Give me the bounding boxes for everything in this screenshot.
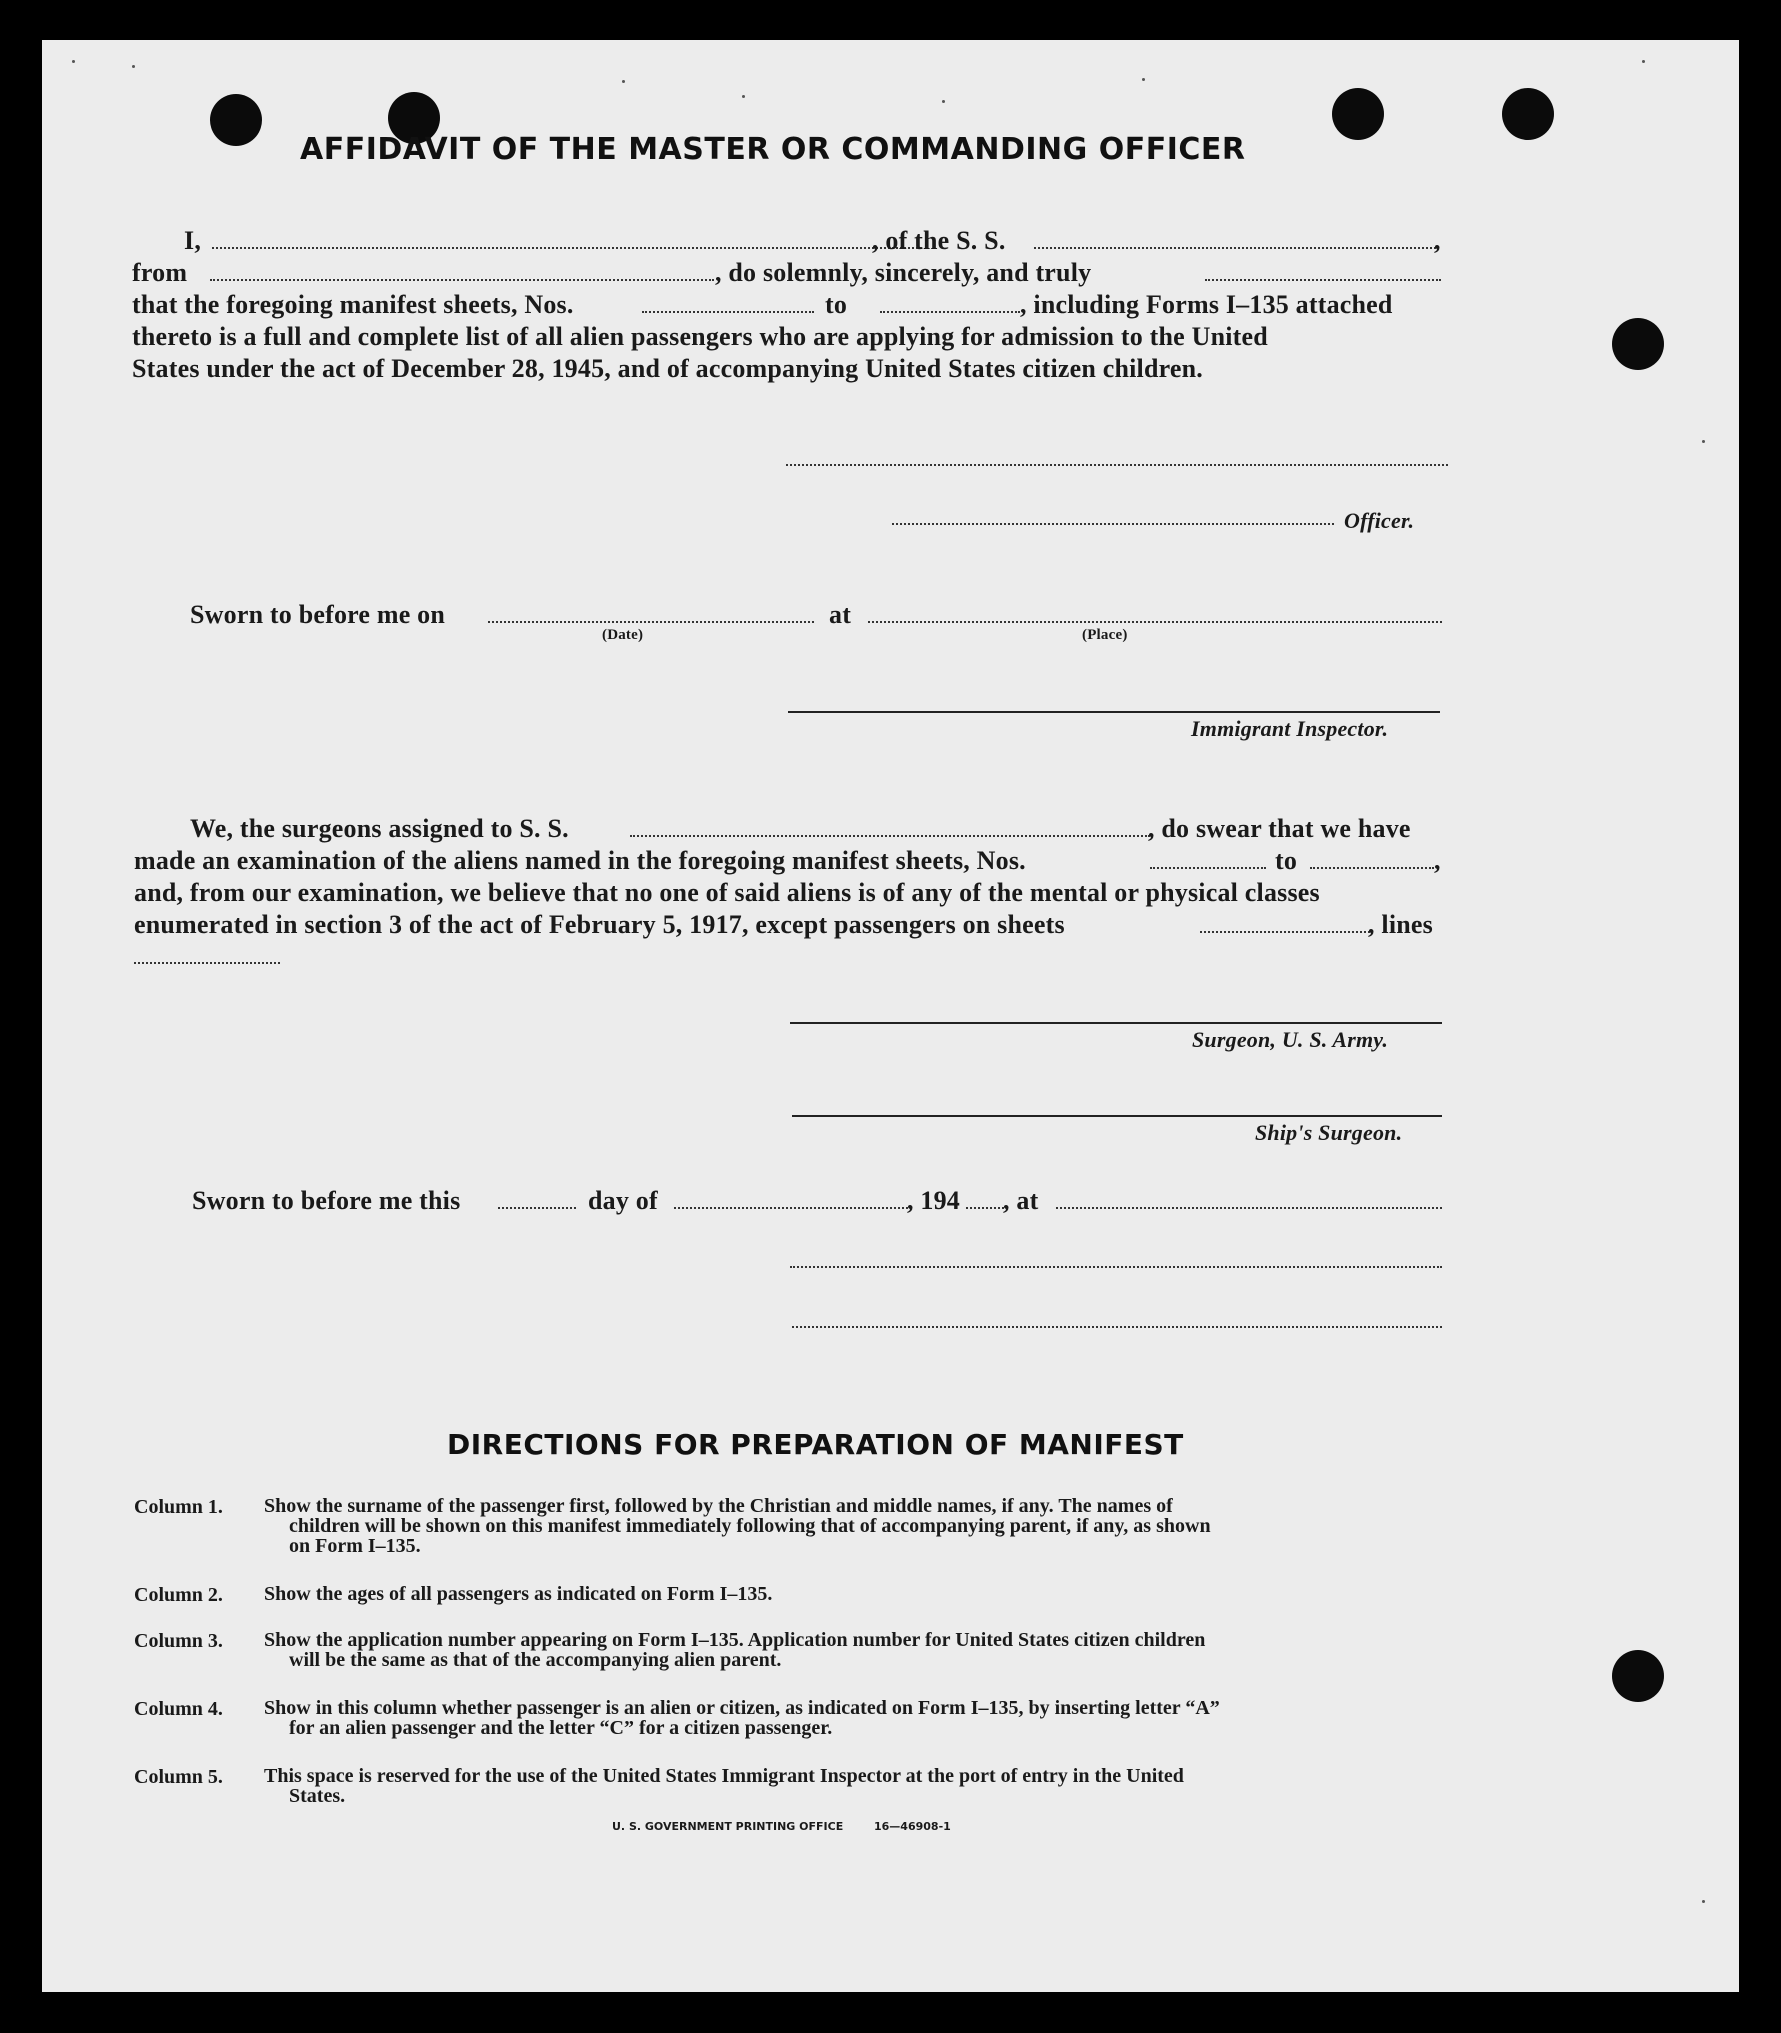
date-caption: (Date)	[602, 627, 644, 643]
form-code: 16—46908-1	[874, 1820, 951, 1833]
paper-speck	[72, 60, 75, 63]
sworn-at: at	[829, 600, 852, 629]
column-1-line1: Show the surname of the passenger first, followed by the Christian and middle names, if any. The names of	[264, 1495, 1173, 1517]
master-name-field[interactable]	[212, 247, 922, 249]
paper-speck	[742, 95, 745, 98]
column-1-text	[264, 1496, 1211, 1556]
sworn2-at: , at	[1003, 1186, 1039, 1215]
document-page	[42, 40, 1739, 1992]
paper-speck	[1702, 440, 1705, 443]
except-sheets-field[interactable]	[1200, 931, 1370, 933]
affidavit-title: AFFIDAVIT OF THE MASTER OR COMMANDING OFFICER	[300, 132, 1246, 167]
sworn-this-text: Sworn to before me this	[192, 1186, 461, 1215]
place-caption: (Place)	[1082, 627, 1128, 643]
ship-surgeon-signature-line[interactable]	[792, 1115, 1442, 1117]
sheet-from-field[interactable]	[642, 311, 814, 313]
army-surgeon-signature-line[interactable]	[790, 1022, 1442, 1024]
column-5-text	[264, 1766, 1184, 1806]
surgeon-ship-field[interactable]	[630, 835, 1150, 837]
sworn-date-field[interactable]	[488, 621, 814, 623]
affidavit-solemnly: , do solemnly, sincerely, and truly	[715, 258, 1092, 287]
except-lines-field[interactable]	[134, 962, 280, 964]
surgeon-sheet-from-field[interactable]	[1150, 867, 1266, 869]
sworn-place-field[interactable]	[868, 621, 1442, 623]
sheet-to-field[interactable]	[880, 311, 1020, 313]
affidavit-that: that the foregoing manifest sheets, Nos.	[132, 290, 574, 319]
column-3-text	[264, 1630, 1205, 1670]
column-4-line1: Show in this column whether passenger is an alien or citizen, as indicated on Form I–135, by inserting letter “A”	[264, 1697, 1220, 1719]
column-1-label: Column 1.	[134, 1496, 223, 1518]
sworn-on-text: Sworn to before me on	[190, 600, 446, 629]
army-surgeon-label: Surgeon, U. S. Army.	[1192, 1027, 1389, 1052]
inspector-signature-line[interactable]	[788, 711, 1440, 713]
surgeons-line4-b: , lines	[1368, 910, 1433, 939]
surgeons-line2-comma: ,	[1434, 846, 1441, 875]
affidavit-line4: thereto is a full and complete list of all alien passengers who are applying for admission to the United	[132, 322, 1268, 351]
affidavit-of-ss: , of the S. S.	[872, 226, 1006, 255]
paper-speck	[1642, 60, 1645, 63]
column-3-line1: Show the application number appearing on Form I–135. Application number for United States citizen children	[264, 1629, 1206, 1651]
column-1-line2: children will be shown on this manifest immediately following that of accompanying parent, if any, as shown	[289, 1515, 1211, 1537]
paper-speck	[132, 65, 135, 68]
surgeons-line4-a: enumerated in section 3 of the act of February 5, 1917, except passengers on sheets	[134, 910, 1065, 939]
sworn-day-field[interactable]	[498, 1207, 576, 1209]
column-4-text	[264, 1698, 1220, 1738]
paper-speck	[1142, 78, 1145, 81]
officer-label: Officer.	[1344, 508, 1415, 533]
sworn2-signature-field[interactable]	[790, 1266, 1442, 1268]
ship-surgeon-label: Ship's Surgeon.	[1255, 1120, 1403, 1145]
master-signature-field[interactable]	[786, 464, 1448, 466]
officer-field[interactable]	[892, 523, 1334, 525]
sworn2-title-field[interactable]	[792, 1326, 1442, 1328]
punch-hole	[210, 94, 262, 146]
sworn-day-of: day of	[588, 1186, 658, 1215]
punch-hole	[1612, 318, 1664, 370]
column-3-line2: will be the same as that of the accompanying alien parent.	[289, 1649, 782, 1671]
oath-word-field[interactable]	[1205, 279, 1441, 281]
column-2-line1: Show the ages of all passengers as indicated on Form I–135.	[264, 1583, 773, 1605]
surgeons-line3: and, from our examination, we believe that no one of said aliens is of any of the mental or physical classes	[134, 878, 1320, 907]
surgeons-line2-to: to	[1275, 846, 1298, 875]
affidavit-line5: States under the act of December 28, 1945, and of accompanying United States citizen children.	[132, 354, 1203, 383]
affidavit-i: I,	[184, 226, 202, 255]
affidavit-to: to	[825, 290, 848, 319]
column-1-line3: on Form I–135.	[289, 1535, 421, 1557]
column-5-line2: States.	[289, 1785, 346, 1807]
column-5-line1: This space is reserved for the use of the United States Immigrant Inspector at the port of entry in the United	[264, 1765, 1184, 1787]
printing-office: U. S. GOVERNMENT PRINTING OFFICE	[612, 1820, 844, 1833]
sworn-year-field[interactable]	[966, 1207, 1004, 1209]
paper-speck	[942, 100, 945, 103]
punch-hole	[1612, 1650, 1664, 1702]
column-4-label: Column 4.	[134, 1698, 223, 1720]
affidavit-from: from	[132, 258, 188, 287]
column-2-text	[264, 1584, 772, 1604]
column-3-label: Column 3.	[134, 1630, 223, 1652]
affidavit-including: , including Forms I–135 attached	[1020, 290, 1393, 319]
paper-speck	[1702, 1900, 1705, 1903]
punch-hole	[1332, 88, 1384, 140]
ship-name-field[interactable]	[1034, 247, 1436, 249]
paper-speck	[622, 80, 625, 83]
inspector-label: Immigrant Inspector.	[1191, 716, 1389, 741]
column-2-label: Column 2.	[134, 1584, 223, 1606]
surgeons-line1-a: We, the surgeons assigned to S. S.	[190, 814, 569, 843]
punch-hole	[1502, 88, 1554, 140]
surgeons-line1-b: , do swear that we have	[1148, 814, 1411, 843]
surgeons-line2-a: made an examination of the aliens named in the foregoing manifest sheets, Nos.	[134, 846, 1026, 875]
origin-port-field[interactable]	[210, 279, 714, 281]
directions-title: DIRECTIONS FOR PREPARATION OF MANIFEST	[447, 1428, 1184, 1461]
affidavit-comma: ,	[1434, 226, 1441, 255]
surgeon-sheet-to-field[interactable]	[1310, 867, 1434, 869]
column-4-line2: for an alien passenger and the letter “C” for a citizen passenger.	[289, 1717, 833, 1739]
sworn-month-field[interactable]	[674, 1207, 908, 1209]
column-5-label: Column 5.	[134, 1766, 223, 1788]
sworn-year-prefix: , 194	[907, 1186, 960, 1215]
sworn2-place-field[interactable]	[1056, 1207, 1442, 1209]
